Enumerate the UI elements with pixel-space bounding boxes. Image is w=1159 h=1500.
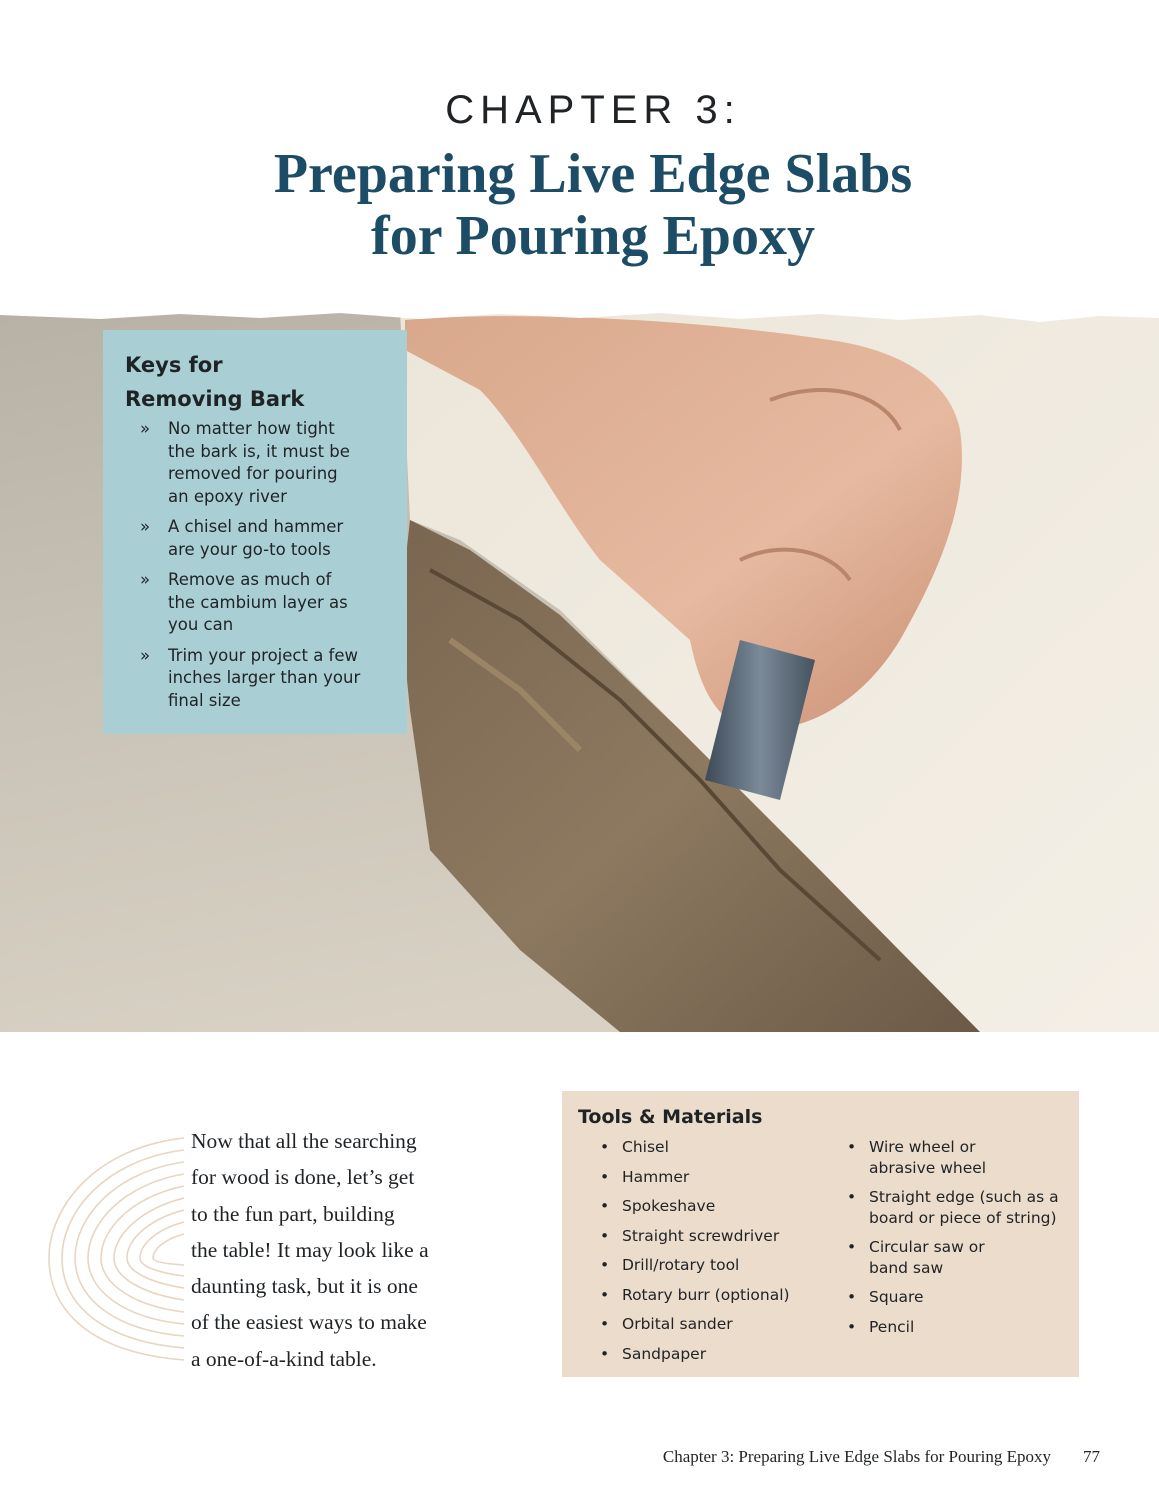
tools-list-item-line: Rotary burr (optional) [622,1285,790,1304]
keys-list-item-line: A chisel and hammer [168,517,344,536]
keys-list-item [125,569,387,637]
tools-list-item [847,1287,1072,1308]
keys-list [125,418,387,712]
tools-list-item-line: Pencil [869,1317,915,1336]
intro-line: for wood is done, let’s get [191,1165,415,1190]
keys-sidebar [103,330,407,734]
tools-list-item [600,1167,830,1188]
tools-list-item [600,1255,830,1276]
tools-list-item-line: Spokeshave [622,1197,716,1215]
chapter-label: CHAPTER 3: [445,88,741,132]
tools-list-item [600,1285,830,1306]
intro-line: to the fun part, building [191,1201,395,1226]
intro-line: the table! It may look like a [191,1237,429,1262]
tools-list-item-line: Orbital sander [622,1315,733,1333]
tools-list-item-line: Chisel [622,1138,669,1156]
tools-column-1 [600,1137,830,1373]
keys-heading [125,348,387,416]
tools-list-item-line: Wire wheel or [869,1138,976,1156]
bullet-icon: • [600,1315,610,1333]
keys-list-item-line: No matter how tight [168,419,335,438]
intro-line: daunting task, but it is one [191,1274,418,1299]
tools-column-2 [847,1137,1072,1346]
keys-list-item [125,418,387,508]
tools-list-item-line: Hammer [622,1167,690,1186]
bullet-icon: • [847,1317,857,1336]
chapter-title-line2: for Pouring Epoxy [371,205,815,267]
bullet-icon: » [140,570,151,589]
keys-list-item [125,645,387,713]
tools-list-item-line: Circular saw or [869,1238,985,1256]
keys-list-item-line: final size [168,690,241,710]
page-number: 77 [1083,1447,1100,1466]
tools-list-item-line: Drill/rotary tool [622,1256,740,1274]
bullet-icon: » [140,645,151,665]
bullet-icon: • [600,1256,610,1274]
tools-list-item [847,1237,1072,1278]
bullet-icon: » [140,517,151,536]
tools-materials-box [562,1091,1079,1377]
keys-list-item-line: inches larger than your [168,668,361,687]
tools-list-item [600,1314,830,1335]
keys-list-item-line: the cambium layer as [168,592,348,612]
tools-heading: Tools & Materials [578,1106,763,1128]
tools-list-item-line: Straight screwdriver [622,1226,780,1245]
tools-list-item [847,1137,1072,1178]
bullet-icon: • [600,1285,610,1304]
bullet-icon: » [140,419,151,438]
keys-list-item-line: removed for pouring [168,464,338,483]
tools-list-item-line: Sandpaper [622,1344,707,1363]
bullet-icon: • [847,1288,857,1306]
intro-line: Now that all the searching [191,1129,417,1153]
intro-line: of the easiest ways to make [191,1310,427,1335]
tools-list-item-line: Straight edge (such as a [869,1188,1059,1206]
keys-list-item-line: Trim your project a few [168,645,359,665]
tools-list-item-line: abrasive wheel [869,1158,987,1177]
bullet-icon: • [600,1344,610,1363]
bullet-icon: • [847,1138,857,1156]
bullet-icon: • [600,1138,610,1156]
tools-list-item-line: Square [869,1288,924,1306]
tools-list-item [600,1137,830,1158]
keys-list-item-line: Remove as much of [168,570,332,589]
bullet-icon: • [600,1226,610,1245]
intro-paragraph [191,1123,481,1377]
bullet-icon: • [600,1197,610,1215]
keys-heading-line2: Removing Bark [125,387,305,411]
wood-grain-decoration-icon [34,1128,184,1368]
tools-list-item [600,1344,830,1365]
chapter-title [0,143,1159,267]
keys-list-item-line: the bark is, it must be [168,441,350,461]
tools-list-item [847,1317,1072,1338]
chapter-title-line1: Preparing Live Edge Slabs [273,143,913,205]
keys-heading-line1: Keys for [125,353,223,377]
bullet-icon: • [847,1188,857,1206]
tools-list-item [847,1187,1072,1228]
running-footer: Chapter 3: Preparing Live Edge Slabs for Pouring Epoxy [662,1447,1051,1466]
keys-list-item-line: you can [168,615,234,634]
tools-list-item [600,1226,830,1247]
keys-list-item [125,516,387,561]
intro-line: a one-of-a-kind table. [191,1346,377,1371]
tools-list-item-line: band saw [869,1258,944,1277]
bullet-icon: • [600,1167,610,1186]
tools-list-item [600,1196,830,1217]
keys-list-item-line: an epoxy river [168,486,287,506]
bullet-icon: • [847,1238,857,1256]
keys-list-item-line: are your go-to tools [168,539,331,559]
tools-list-item-line: board or piece of string) [869,1208,1057,1227]
